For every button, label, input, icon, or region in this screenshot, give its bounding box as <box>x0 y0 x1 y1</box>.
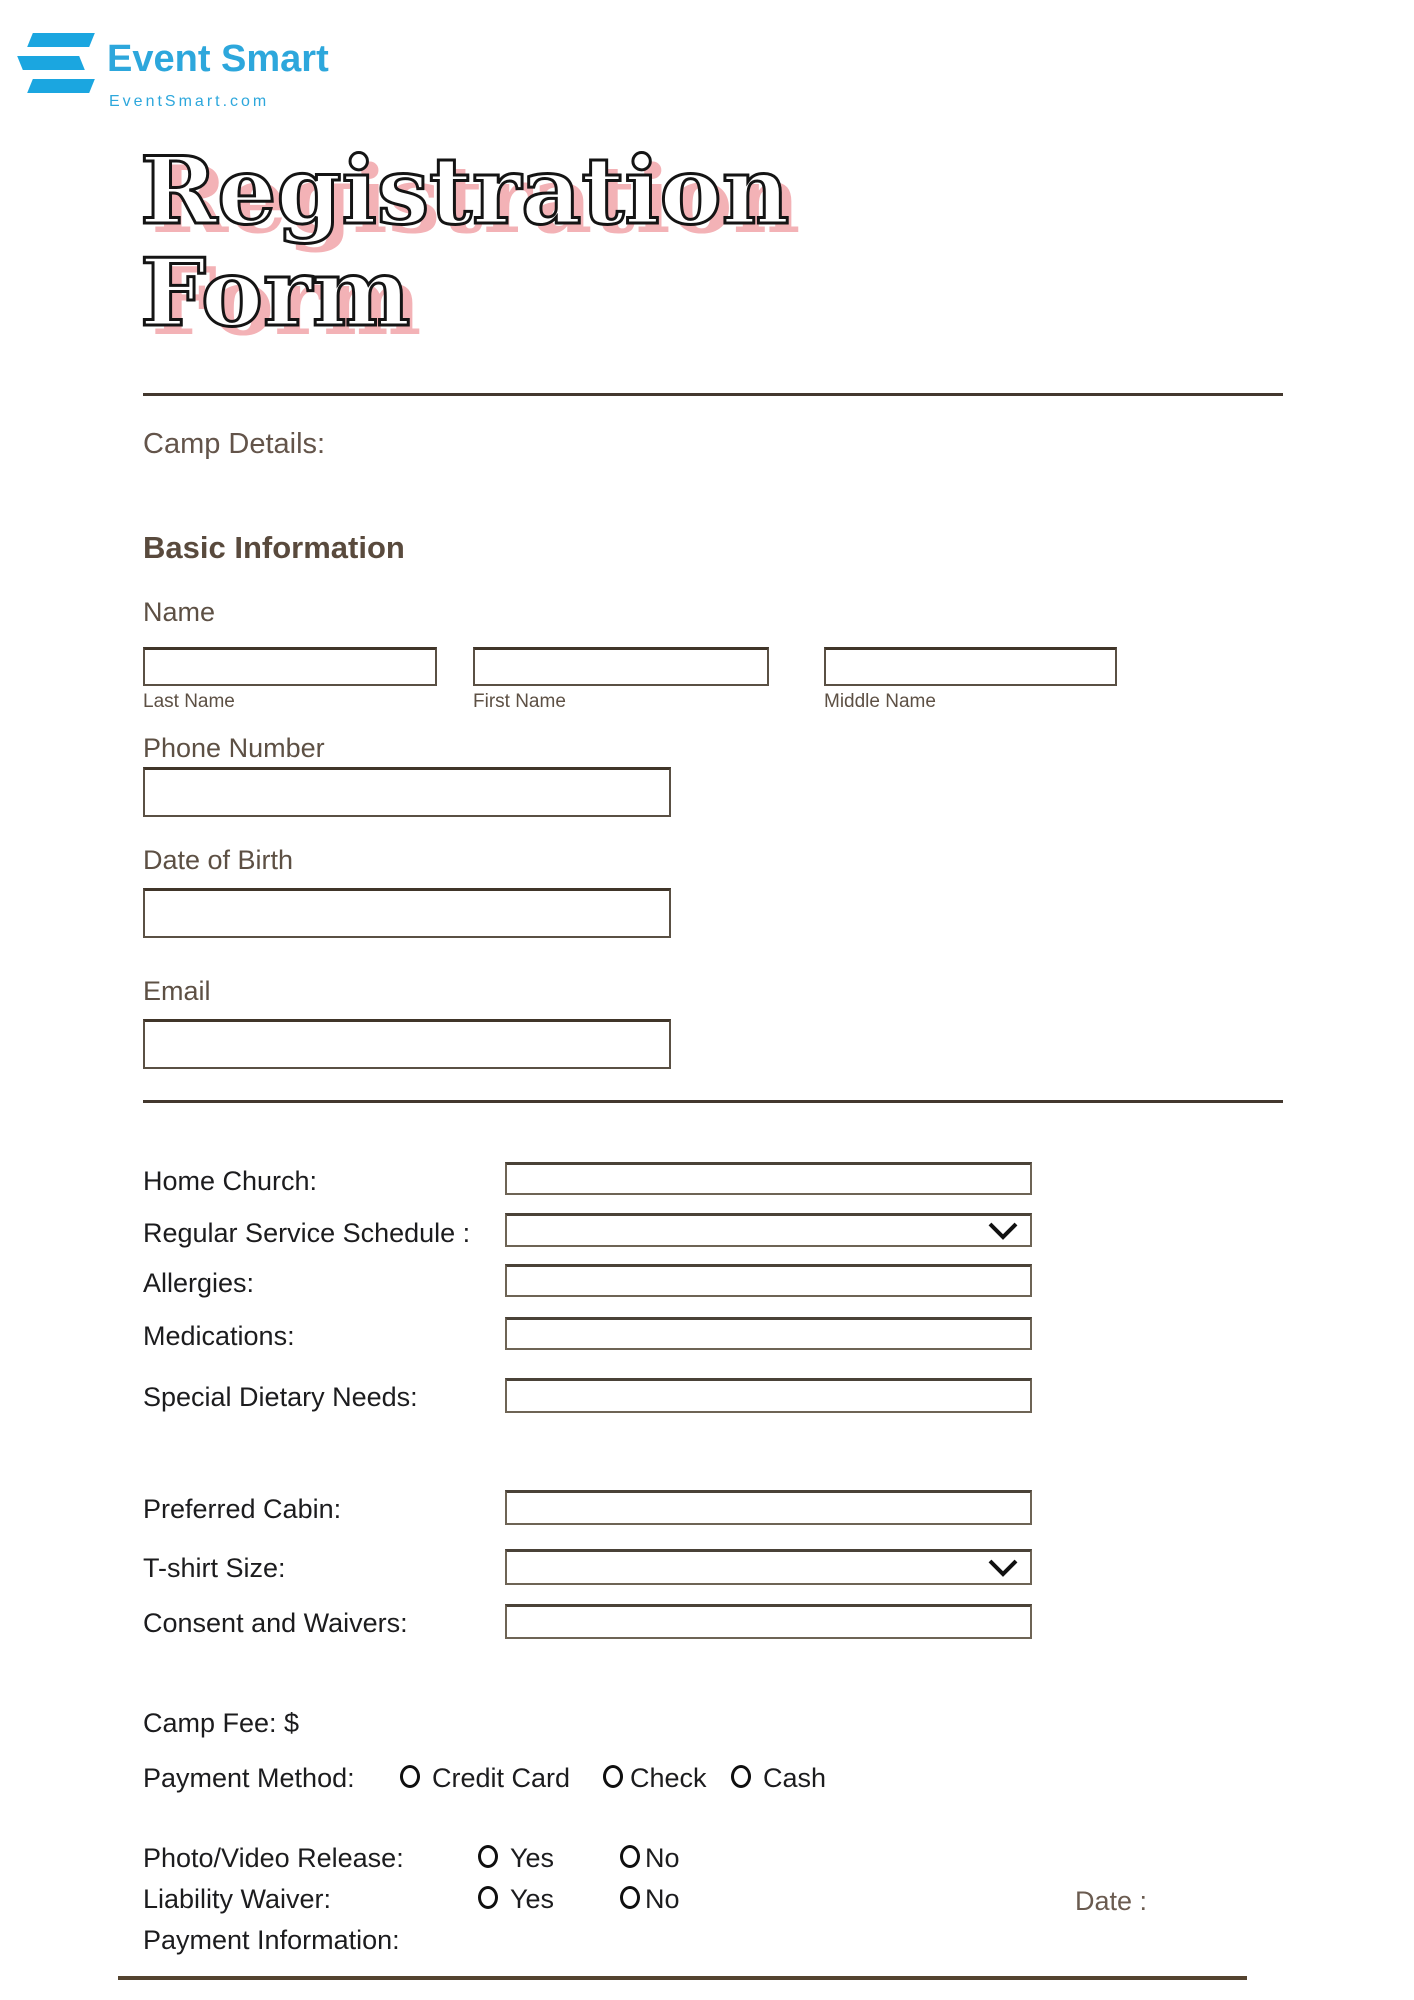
special-dietary-needs-input[interactable] <box>505 1378 1032 1413</box>
check-option-label: Check <box>630 1763 707 1793</box>
logo-bar-middle <box>17 56 85 70</box>
liability-waiver-label: Liability Waiver: <box>143 1884 332 1914</box>
phone-number-label: Phone Number <box>143 733 325 763</box>
camp-fee-label: Camp Fee: $ <box>143 1708 300 1738</box>
middle-name-sublabel: Middle Name <box>824 691 936 712</box>
credit-card-option-label: Credit Card <box>432 1763 571 1793</box>
regular-service-schedule-label: Regular Service Schedule : <box>143 1218 471 1248</box>
cash-option-label: Cash <box>763 1763 827 1793</box>
regular-service-schedule-dropdown[interactable] <box>505 1213 1032 1247</box>
home-church-input[interactable] <box>505 1162 1032 1195</box>
allergies-input[interactable] <box>505 1264 1032 1297</box>
payment-information-label: Payment Information: <box>143 1925 400 1955</box>
middle-name-input[interactable] <box>824 647 1117 686</box>
liability-yes-label: Yes <box>510 1884 555 1914</box>
medications-input[interactable] <box>505 1317 1032 1350</box>
divider-bottom <box>118 1976 1247 1980</box>
page-title <box>140 136 790 347</box>
preferred-cabin-input[interactable] <box>505 1490 1032 1525</box>
allergies-label: Allergies: <box>143 1268 255 1298</box>
email-input[interactable] <box>143 1019 671 1069</box>
logo-bar-bottom <box>27 79 95 93</box>
liability-yes-radio[interactable] <box>478 1886 498 1909</box>
photo-release-no-radio[interactable] <box>620 1845 640 1868</box>
consent-waivers-input[interactable] <box>505 1604 1032 1639</box>
credit-card-radio[interactable] <box>400 1765 420 1788</box>
photo-release-yes-label: Yes <box>510 1843 555 1873</box>
brand-name: Event Smart <box>107 38 329 80</box>
home-church-label: Home Church: <box>143 1166 318 1196</box>
divider-middle <box>143 1100 1283 1103</box>
page-title-line1: Registration <box>140 136 790 245</box>
event-smart-logo-icon <box>18 33 108 103</box>
payment-method-label: Payment Method: <box>143 1763 355 1793</box>
last-name-input[interactable] <box>143 647 437 686</box>
cash-radio[interactable] <box>731 1765 751 1788</box>
basic-information-heading: Basic Information <box>143 530 405 565</box>
tshirt-size-label: T-shirt Size: <box>143 1553 286 1583</box>
check-radio[interactable] <box>603 1765 623 1788</box>
camp-details-label: Camp Details: <box>143 428 326 460</box>
first-name-sublabel: First Name <box>473 691 566 712</box>
email-label: Email <box>143 976 211 1006</box>
photo-release-no-label: No <box>645 1843 680 1873</box>
special-dietary-needs-label: Special Dietary Needs: <box>143 1382 418 1412</box>
chevron-down-icon <box>988 1222 1018 1240</box>
divider-top <box>143 393 1283 396</box>
date-label: Date : <box>1075 1886 1148 1916</box>
photo-release-yes-radio[interactable] <box>478 1845 498 1868</box>
name-label: Name <box>143 597 216 627</box>
first-name-input[interactable] <box>473 647 769 686</box>
liability-no-radio[interactable] <box>620 1886 640 1909</box>
date-of-birth-input[interactable] <box>143 888 671 938</box>
page-title-line2: Form <box>140 238 411 347</box>
preferred-cabin-label: Preferred Cabin: <box>143 1494 342 1524</box>
consent-waivers-label: Consent and Waivers: <box>143 1608 408 1638</box>
medications-label: Medications: <box>143 1321 295 1351</box>
chevron-down-icon <box>988 1559 1018 1577</box>
logo-bar-top <box>27 33 95 47</box>
date-of-birth-label: Date of Birth <box>143 845 294 875</box>
photo-video-release-label: Photo/Video Release: <box>143 1843 404 1873</box>
phone-number-input[interactable] <box>143 767 671 817</box>
last-name-sublabel: Last Name <box>143 691 235 712</box>
brand-domain: EventSmart.com <box>109 93 270 110</box>
tshirt-size-dropdown[interactable] <box>505 1549 1032 1585</box>
liability-no-label: No <box>645 1884 680 1914</box>
